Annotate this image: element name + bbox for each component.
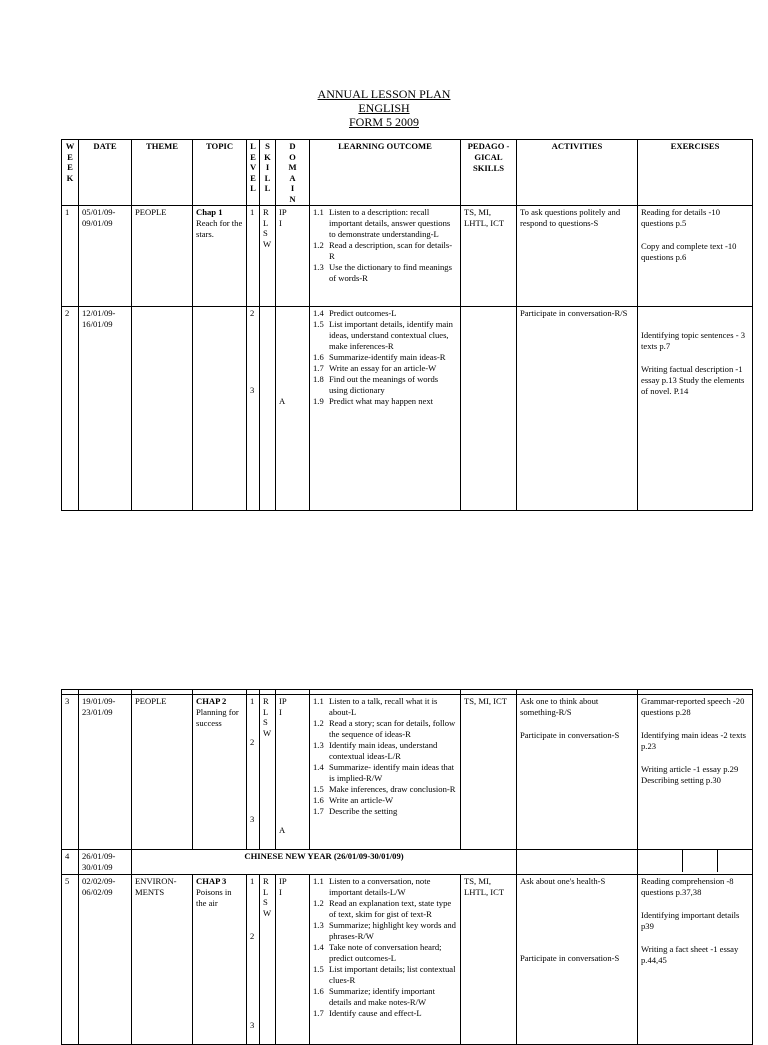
- list-item: 1.1 Listen to a description: recall important details, answer questions to demonstrate understanding-L: [313, 207, 451, 239]
- exercise-item: Identifying topic sentences - 3 texts p.7: [641, 330, 746, 351]
- list-item: 1.7 Describe the setting: [313, 806, 398, 816]
- doc-title: ANNUAL LESSON PLAN: [317, 87, 451, 101]
- table-row: [62, 307, 753, 511]
- header-activities: ACTIVITIES: [517, 140, 638, 206]
- theme-cell: ENVIRON-MENTS: [132, 875, 193, 1045]
- list-item: 1.3 Summarize; highlight key words and phrases-R/W: [313, 920, 456, 941]
- week-cell: 4: [62, 850, 79, 875]
- header-learning-outcome: LEARNING OUTCOME: [310, 140, 461, 206]
- list-item: 1.4 Take note of conversation heard; predict outcomes-L: [313, 942, 442, 963]
- list-item: 1.5 List important details, identify main ideas, understand contextual clues, make inferences-R: [313, 319, 453, 351]
- lesson-plan-table-1: [61, 139, 753, 511]
- skill-cell: R L S W: [260, 875, 276, 1045]
- table-row: [62, 850, 753, 875]
- list-item: 1.4 Predict outcomes-L: [313, 308, 397, 318]
- list-item: 1.6 Write an article-W: [313, 795, 394, 805]
- week-cell: 1: [62, 206, 79, 307]
- activities-cell: Ask about one's health-S Participate in conversation-S: [517, 875, 638, 1045]
- topic-title: Planning for success: [196, 707, 239, 728]
- outcome-cell: [310, 206, 461, 307]
- header-pedagogical: PEDAGO -GICAL SKILLS: [461, 140, 517, 206]
- topic-chapter: CHAP 3: [196, 876, 227, 886]
- header-date: DATE: [79, 140, 132, 206]
- table-row: [62, 206, 753, 307]
- list-item: 1.7 Identify cause and effect-L: [313, 1008, 422, 1018]
- exercise-item: Reading for details -10 questions p.5: [641, 207, 720, 228]
- topic-cell: [193, 206, 247, 307]
- header-level: L E V E L: [247, 140, 260, 206]
- topic-title: Poisons in the air: [196, 887, 232, 908]
- exercise-item: Writing factual description -1 essay p.13 Study the elements of novel. P.14: [641, 364, 745, 396]
- list-item: 1.2 Read an explanation text, state type of text, skim for gist of text-R: [313, 898, 452, 919]
- exercise-item: Identifying main ideas -2 texts p.23: [641, 730, 747, 751]
- doc-form: FORM 5 2009: [348, 115, 419, 129]
- skill-cell: [260, 307, 276, 511]
- topic-chapter: Chap 1: [196, 207, 223, 217]
- list-item: 1.3 Use the dictionary to find meanings of words-R: [313, 262, 452, 283]
- topic-cell: [193, 875, 247, 1045]
- pedagogical-cell: TS, MI, LHTL, ICT: [461, 206, 517, 307]
- list-item: 1.8 Find out the meanings of words using dictionary: [313, 374, 439, 395]
- level-cell: 1: [247, 206, 260, 307]
- header-exercises: EXERCISES: [638, 140, 753, 206]
- skill-cell: R L S W: [260, 695, 276, 850]
- list-item: 1.2 Read a story; scan for details, follow the sequence of ideas-R: [313, 718, 456, 739]
- exercise-item: Reading comprehension -8 questions p.37,38: [641, 876, 734, 897]
- pedagogical-cell: TS, MI, LHTL, ICT: [461, 875, 517, 1045]
- empty-cell: [638, 850, 753, 875]
- exercise-item: Copy and complete text -10 questions p.6: [641, 241, 737, 262]
- topic-cell: [193, 307, 247, 511]
- exercise-item: Grammar-reported speech -20 questions p.28: [641, 696, 745, 717]
- level-cell: 1 2 3: [247, 695, 260, 850]
- outcome-cell: [310, 695, 461, 850]
- list-item: 1.5 Make inferences, draw conclusion-R: [313, 784, 456, 794]
- date-cell: 05/01/09-09/01/09: [79, 206, 132, 307]
- list-item: 1.6 Summarize; identify important details and make notes-R/W: [313, 986, 435, 1007]
- header-theme: THEME: [132, 140, 193, 206]
- domain-cell: IP I: [276, 206, 310, 307]
- date-cell: 12/01/09-16/01/09: [79, 307, 132, 511]
- domain-cell: IP I A: [276, 695, 310, 850]
- list-item: 1.1 Listen to a conversation, note important details-L/W: [313, 876, 431, 897]
- header-row: [62, 140, 753, 206]
- list-item: 1.6 Summarize-identify main ideas-R: [313, 352, 446, 362]
- outcome-cell: [310, 875, 461, 1045]
- table-row: [62, 875, 753, 1045]
- exercises-cell: [638, 206, 753, 307]
- table-row: [62, 695, 753, 850]
- week-cell: 5: [62, 875, 79, 1045]
- exercise-item: Identifying important details p39: [641, 910, 740, 931]
- doc-subject: ENGLISH: [358, 101, 410, 115]
- holiday-banner: CHINESE NEW YEAR (26/01/09-30/01/09): [132, 850, 517, 875]
- week-cell: 3: [62, 695, 79, 850]
- activities-cell: Ask one to think about something-R/S Participate in conversation-S: [517, 695, 638, 850]
- activities-cell: To ask questions politely and respond to questions-S: [517, 206, 638, 307]
- week-cell: 2: [62, 307, 79, 511]
- list-item: 1.2 Read a description, scan for details-R: [313, 240, 453, 261]
- empty-cell: [517, 850, 638, 875]
- domain-cell: IP I: [276, 875, 310, 1045]
- list-item: 1.5 List important details; list contextual clues-R: [313, 964, 456, 985]
- level-cell: 2 3: [247, 307, 260, 511]
- exercise-item: Writing a fact sheet -1 essay p.44,45: [641, 944, 739, 965]
- header-topic: TOPIC: [193, 140, 247, 206]
- header-skill: S K I L L: [260, 140, 276, 206]
- level-cell: 1 2 3: [247, 875, 260, 1045]
- list-item: 1.4 Summarize- identify main ideas that is implied-R/W: [313, 762, 455, 783]
- lesson-plan-table-2: [61, 689, 753, 1045]
- header-domain: D O M A I N: [276, 140, 310, 206]
- pedagogical-cell: TS, MI, ICT: [461, 695, 517, 850]
- list-item: 1.9 Predict what may happen next: [313, 396, 434, 406]
- topic-cell: [193, 695, 247, 850]
- topic-chapter: CHAP 2: [196, 696, 227, 706]
- theme-cell: PEOPLE: [132, 695, 193, 850]
- skill-cell: R L S W: [260, 206, 276, 307]
- theme-cell: [132, 307, 193, 511]
- exercises-cell: [638, 307, 753, 511]
- date-cell: 02/02/09-06/02/09: [79, 875, 132, 1045]
- list-item: 1.1 Listen to a talk, recall what it is about-L: [313, 696, 438, 717]
- date-cell: 26/01/09-30/01/09: [79, 850, 132, 875]
- activities-cell: Participate in conversation-R/S: [517, 307, 638, 511]
- list-item: 1.3 Identify main ideas, understand contextual ideas-L/R: [313, 740, 438, 761]
- topic-title: Reach for the stars.: [196, 218, 243, 239]
- exercises-cell: [638, 875, 753, 1045]
- domain-cell: A: [276, 307, 310, 511]
- exercises-cell: [638, 695, 753, 850]
- outcome-cell: [310, 307, 461, 511]
- date-cell: 19/01/09-23/01/09: [79, 695, 132, 850]
- pedagogical-cell: [461, 307, 517, 511]
- list-item: 1.7 Write an essay for an article-W: [313, 363, 437, 373]
- header-week: W E E K: [62, 140, 79, 206]
- theme-cell: PEOPLE: [132, 206, 193, 307]
- exercise-item: Writing article -1 essay p.29 Describing setting p.30: [641, 764, 739, 785]
